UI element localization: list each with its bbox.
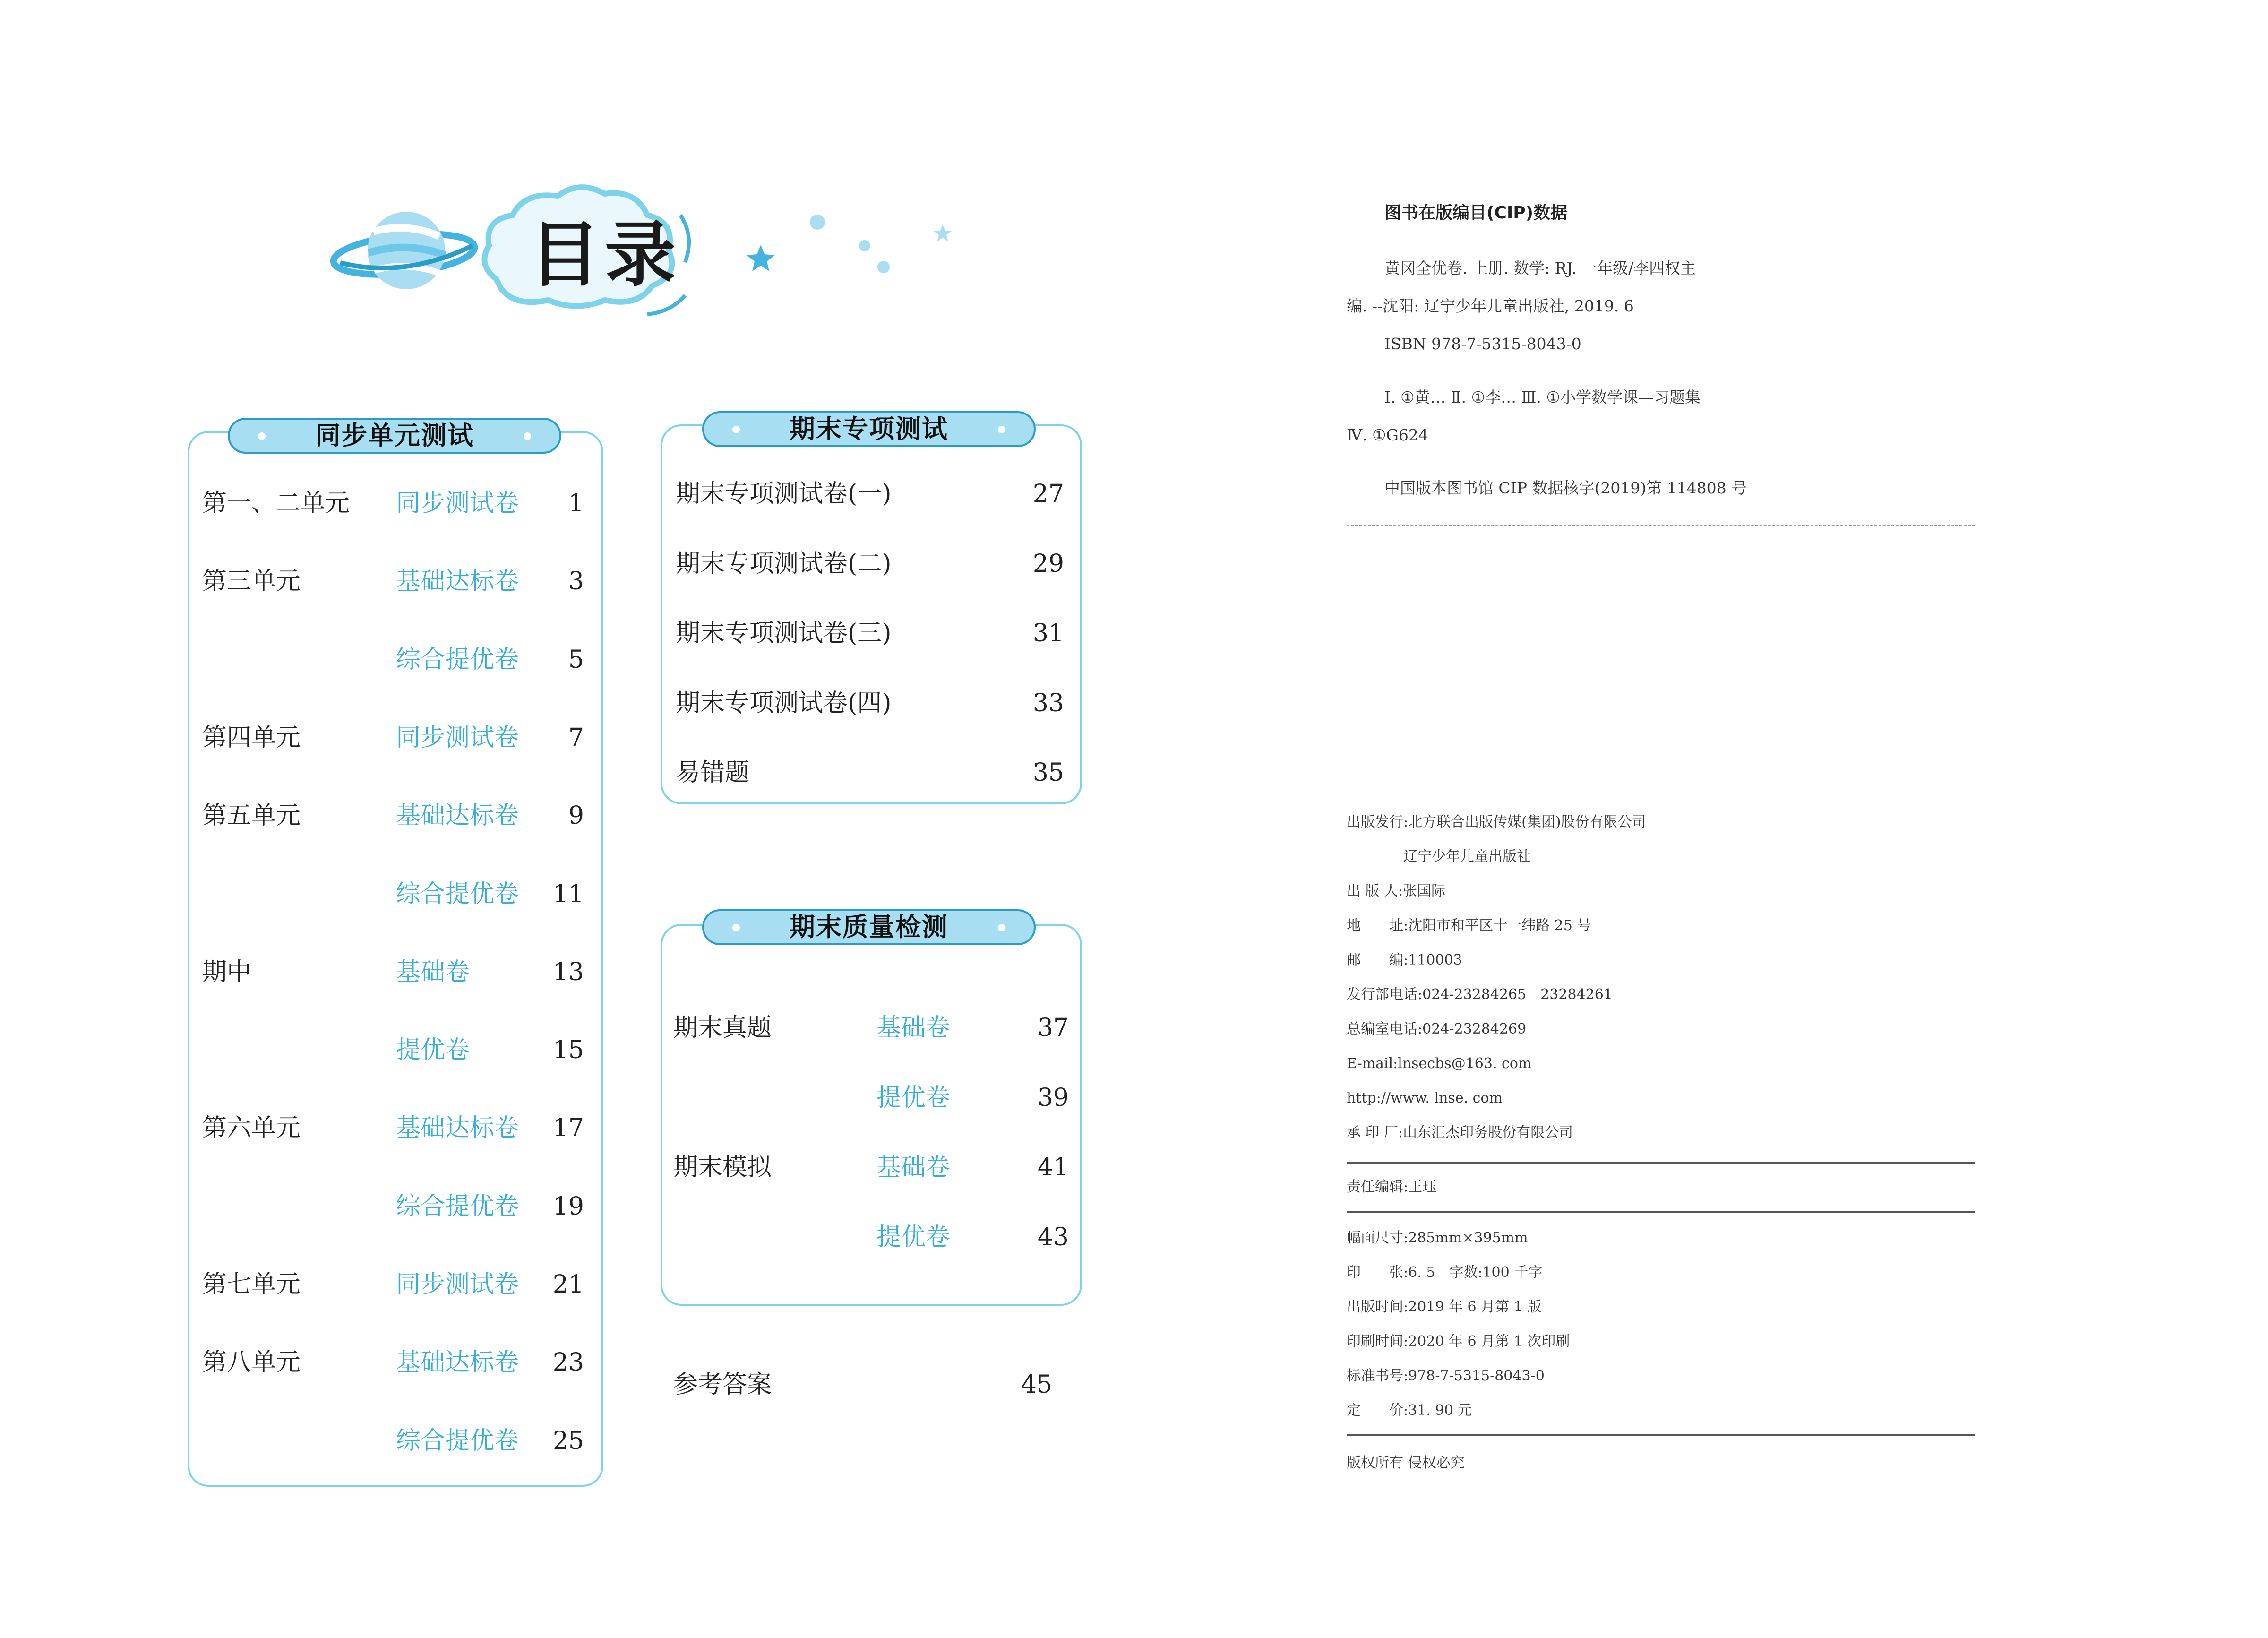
toc-entry-title: 基础达标卷 [396, 567, 519, 596]
spec-line: 定 价:31. 90 元 [1347, 1402, 1472, 1419]
toc-entry-page: 25 [552, 1426, 584, 1455]
cip-line: 编. --沈阳: 辽宁少年儿童出版社, 2019. 6 [1347, 297, 1634, 315]
toc-entry[interactable] [202, 797, 584, 835]
toc-entry-title: 基础卷 [876, 1014, 951, 1042]
spec-line: 幅面尺寸:285mm×395mm [1347, 1230, 1528, 1246]
toc-entry-group: 期末模拟 [673, 1153, 772, 1181]
divider-line [1347, 1211, 1975, 1213]
toc-entry-title: 基础达标卷 [396, 1348, 519, 1377]
toc-entry-title: 综合提优卷 [396, 1192, 519, 1221]
toc-entry-page: 21 [552, 1270, 584, 1299]
toc-entry-page: 1 [568, 489, 584, 517]
toc-entry-group: 第五单元 [202, 802, 301, 830]
cip-isbn: ISBN 978-7-5315-8043-0 [1384, 335, 1581, 353]
toc-entry[interactable] [676, 614, 1064, 652]
cip-record-number: 中国版本图书馆 CIP 数据核字(2019)第 114808 号 [1384, 479, 1747, 497]
toc-entry-group: 第三单元 [202, 567, 301, 596]
toc-entry-group: 第一、二单元 [202, 489, 350, 517]
toc-entry-page: 19 [552, 1192, 584, 1221]
toc-entry-page: 17 [552, 1114, 584, 1143]
toc-entry-page: 7 [568, 723, 584, 752]
toc-entry[interactable] [202, 875, 584, 913]
toc-entry-group: 第七单元 [202, 1270, 301, 1299]
publisher-line: http://www. lnse. com [1347, 1090, 1503, 1106]
toc-entry[interactable] [202, 641, 584, 679]
bullet-dot-icon [998, 924, 1005, 931]
toc-entry[interactable] [676, 475, 1064, 513]
toc-entry-page: 37 [1037, 1014, 1069, 1042]
toc-entry-title: 同步测试卷 [396, 1270, 519, 1299]
cip-line: 黄冈全优卷. 上册. 数学: RJ. 一年级/李四权主 [1384, 259, 1696, 277]
divider-line [1347, 1434, 1975, 1436]
toc-entry[interactable] [202, 1109, 584, 1147]
star-icon [747, 224, 952, 271]
toc-entry-page: 45 [1021, 1371, 1052, 1399]
toc-entry-title: 基础达标卷 [396, 1114, 519, 1143]
responsible-editor: 责任编辑:王珏 [1347, 1179, 1437, 1195]
publisher-line: 总编室电话:024-23284269 [1347, 1021, 1527, 1037]
toc-entry-page: 35 [1032, 759, 1064, 787]
toc-entry-title: 易错题 [676, 759, 750, 787]
toc-entry-title: 期末专项测试卷(二) [676, 549, 892, 578]
toc-entry-title: 提优卷 [876, 1223, 951, 1251]
spec-line: 印刷时间:2020 年 6 月第 1 次印刷 [1347, 1333, 1570, 1350]
toc-entry-title: 期末专项测试卷(一) [676, 480, 892, 508]
toc-entry-page: 31 [1032, 619, 1064, 647]
spec-line: 印 张:6. 5 字数:100 千字 [1347, 1264, 1543, 1281]
toc-entry-group: 期末真题 [673, 1014, 772, 1042]
toc-entry[interactable] [673, 1218, 1069, 1256]
toc-entry-title: 期末专项测试卷(三) [676, 619, 892, 647]
spec-line: 标准书号:978-7-5315-8043-0 [1347, 1368, 1545, 1384]
copyright-notice: 版权所有 侵权必究 [1347, 1455, 1465, 1471]
toc-entry-page: 3 [568, 567, 584, 596]
toc-entry-answers[interactable] [673, 1366, 1061, 1404]
toc-entry[interactable] [202, 719, 584, 757]
toc-entry[interactable] [202, 953, 584, 991]
page-title: 目录 [529, 214, 680, 296]
toc-entry-title: 综合提优卷 [396, 879, 519, 908]
toc-entry-title: 同步测试卷 [396, 489, 519, 517]
toc-entry-title: 参考答案 [673, 1371, 772, 1399]
toc-entry[interactable] [202, 1422, 584, 1460]
publisher-line: 辽宁少年儿童出版社 [1347, 848, 1531, 865]
special-section-heading: 期末专项测试 [702, 411, 1036, 447]
toc-entry[interactable] [202, 1344, 584, 1381]
toc-entry-title: 同步测试卷 [396, 723, 519, 752]
toc-entry-title: 综合提优卷 [396, 645, 519, 674]
toc-entry[interactable] [676, 545, 1064, 583]
toc-entry-page: 9 [568, 802, 584, 830]
toc-entry-group: 第八单元 [202, 1348, 301, 1377]
publisher-line: 邮 编:110003 [1347, 952, 1462, 968]
toc-entry-page: 41 [1037, 1153, 1069, 1181]
toc-entry-page: 39 [1037, 1083, 1069, 1112]
toc-entry[interactable] [673, 1079, 1069, 1117]
cip-title: 图书在版编目(CIP)数据 [1384, 203, 1568, 223]
sync-section-heading: 同步单元测试 [228, 418, 561, 454]
toc-entry-page: 27 [1032, 480, 1064, 508]
toc-entry-page: 43 [1037, 1223, 1069, 1251]
toc-entry-page: 5 [568, 645, 584, 674]
bullet-dot-icon [524, 432, 531, 440]
toc-entry[interactable] [202, 1266, 584, 1303]
toc-entry[interactable] [202, 562, 584, 600]
toc-entry[interactable] [673, 1148, 1069, 1186]
toc-entry-title: 基础卷 [396, 957, 470, 986]
toc-entry-page: 11 [552, 879, 584, 908]
toc-entry[interactable] [202, 1188, 584, 1225]
publisher-line: 出版发行:北方联合出版传媒(集团)股份有限公司 [1347, 814, 1646, 830]
toc-entry[interactable] [676, 754, 1064, 792]
publisher-line: 出 版 人:张国际 [1347, 883, 1446, 899]
toc-entry[interactable] [202, 1031, 584, 1069]
toc-entry-page: 15 [552, 1036, 584, 1065]
toc-entry-title: 提优卷 [396, 1036, 470, 1065]
dot-icon [810, 215, 890, 273]
divider-line [1347, 1162, 1975, 1164]
toc-entry-title: 期末专项测试卷(四) [676, 689, 892, 717]
toc-entry-page: 33 [1032, 689, 1064, 717]
spec-line: 出版时间:2019 年 6 月第 1 版 [1347, 1299, 1542, 1315]
publisher-line: 地 址:沈阳市和平区十一纬路 25 号 [1347, 917, 1591, 934]
toc-entry[interactable] [676, 684, 1064, 722]
toc-entry-page: 23 [552, 1348, 584, 1377]
toc-entry-title: 综合提优卷 [396, 1426, 519, 1455]
toc-entry[interactable] [202, 484, 584, 522]
toc-entry[interactable] [673, 1009, 1069, 1047]
cip-classification: Ⅳ. ①G624 [1347, 426, 1428, 444]
toc-entry-page: 13 [552, 957, 584, 986]
toc-entry-title: 基础达标卷 [396, 802, 519, 830]
quality-section-heading: 期末质量检测 [702, 909, 1036, 945]
toc-entry-group: 期中 [202, 957, 252, 986]
bullet-dot-icon [998, 426, 1005, 433]
toc-entry-page: 29 [1032, 549, 1064, 578]
publisher-line: 承 印 厂:山东汇杰印务股份有限公司 [1347, 1124, 1573, 1141]
planet-icon [332, 212, 477, 289]
toc-entry-group: 第四单元 [202, 723, 301, 752]
cip-divider [1347, 525, 1975, 526]
cip-classification: Ⅰ. ①黄… Ⅱ. ①李… Ⅲ. ①小学数学课—习题集 [1384, 388, 1701, 406]
toc-entry-title: 基础卷 [876, 1153, 951, 1181]
toc-entry-title: 提优卷 [876, 1083, 951, 1112]
publisher-line: E-mail:lnsecbs@163. com [1347, 1055, 1532, 1072]
toc-entry-group: 第六单元 [202, 1114, 301, 1143]
publisher-line: 发行部电话:024-23284265 23284261 [1347, 986, 1613, 1003]
